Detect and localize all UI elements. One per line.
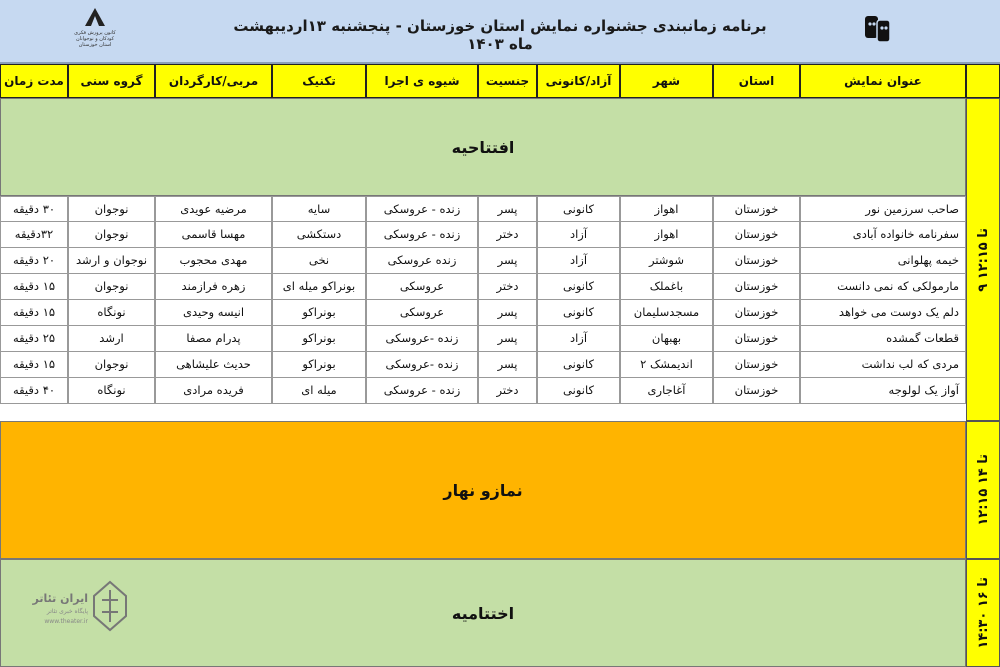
title-bar <box>0 0 1000 64</box>
cell-director: مرضیه عویدی <box>155 196 272 222</box>
cell-age-group: نوجوان <box>68 196 155 222</box>
cell-method: زنده - عروسکی <box>366 222 478 248</box>
iran-theater-watermark <box>28 580 138 640</box>
col-header-age-group: گروه سنی <box>68 64 155 98</box>
cell-gender: پسر <box>478 326 537 352</box>
cell-age-group: نوجوان <box>68 352 155 378</box>
kanoon-logo <box>70 6 120 56</box>
cell-director: مهدی محجوب <box>155 248 272 274</box>
cell-method: زنده عروسکی <box>366 248 478 274</box>
cell-duration: ۱۵ دقیقه <box>0 300 68 326</box>
table-row <box>0 222 966 248</box>
cell-duration: ۲۵ دقیقه <box>0 326 68 352</box>
cell-title: خیمه پهلوانی <box>800 248 966 274</box>
column-header-row <box>0 64 1000 98</box>
cell-method: زنده -عروسکی <box>366 326 478 352</box>
cell-duration: ۳۰ دقیقه <box>0 196 68 222</box>
cell-title: آواز یک لولوجه <box>800 378 966 404</box>
cell-method: عروسکی <box>366 300 478 326</box>
time-slot-morning <box>966 98 1000 421</box>
cell-technique: دستکشی <box>272 222 366 248</box>
table-row <box>0 352 966 378</box>
cell-age-group: نوجوان و ارشد <box>68 248 155 274</box>
cell-duration: ۳۲دقیقه <box>0 222 68 248</box>
cell-gender: پسر <box>478 352 537 378</box>
cell-technique: نخی <box>272 248 366 274</box>
table-row <box>0 326 966 352</box>
col-header-duration: مدت زمان <box>0 64 68 98</box>
col-header-title: عنوان نمایش <box>800 64 966 98</box>
cell-type: کانونی <box>537 300 620 326</box>
cell-city: آغاجاری <box>620 378 713 404</box>
col-header-time <box>966 64 1000 98</box>
cell-type: آزاد <box>537 248 620 274</box>
cell-gender: پسر <box>478 248 537 274</box>
kanoon-logo-text: کانون پرورش فکری کودکان و نوجوانان استان خوزستان <box>74 30 116 48</box>
col-header-method: شیوه ی اجرا <box>366 64 478 98</box>
cell-age-group: ارشد <box>68 326 155 352</box>
cell-title: صاحب سرزمین نور <box>800 196 966 222</box>
cell-province: خوزستان <box>713 300 800 326</box>
table-row <box>0 274 966 300</box>
time-slot-morning-label: ۹ تا ۱۲:۱۵ <box>975 227 991 292</box>
cell-director: انیسه وحیدی <box>155 300 272 326</box>
cell-province: خوزستان <box>713 352 800 378</box>
col-header-city: شهر <box>620 64 713 98</box>
time-slot-closing <box>966 559 1000 667</box>
closing-session <box>0 559 966 667</box>
cell-method: زنده - عروسکی <box>366 378 478 404</box>
col-header-director: مربی/کارگردان <box>155 64 272 98</box>
cell-director: فریده مرادی <box>155 378 272 404</box>
lunch-session <box>0 421 966 559</box>
cell-age-group: نونگاه <box>68 378 155 404</box>
cell-age-group: نونگاه <box>68 300 155 326</box>
cell-province: خوزستان <box>713 222 800 248</box>
cell-technique: میله ای <box>272 378 366 404</box>
cell-type: کانونی <box>537 352 620 378</box>
cell-province: خوزستان <box>713 274 800 300</box>
cell-duration: ۲۰ دقیقه <box>0 248 68 274</box>
cell-method: زنده -عروسکی <box>366 352 478 378</box>
cell-age-group: نوجوان <box>68 274 155 300</box>
cell-title: مردی که لب نداشت <box>800 352 966 378</box>
cell-technique: بونراکو <box>272 326 366 352</box>
opening-label: افتتاحیه <box>451 137 515 157</box>
cell-city: اهواز <box>620 222 713 248</box>
cell-director: مهسا قاسمی <box>155 222 272 248</box>
watermark-subtitle: پایگاه خبری تئاتر <box>46 608 88 615</box>
cell-title: مارمولکی که نمی دانست <box>800 274 966 300</box>
cell-province: خوزستان <box>713 248 800 274</box>
time-slot-closing-label: ۱۴:۳۰ تا ۱۶ <box>975 577 991 649</box>
cell-director: پدرام مصفا <box>155 326 272 352</box>
lunch-label: نمازو نهار <box>443 480 523 500</box>
cell-duration: ۱۵ دقیقه <box>0 352 68 378</box>
cell-province: خوزستان <box>713 378 800 404</box>
cell-gender: پسر <box>478 196 537 222</box>
cell-gender: دختر <box>478 274 537 300</box>
cell-type: آزاد <box>537 222 620 248</box>
cell-province: خوزستان <box>713 326 800 352</box>
cell-method: عروسکی <box>366 274 478 300</box>
col-header-type: آزاد/کانونی <box>537 64 620 98</box>
cell-type: کانونی <box>537 196 620 222</box>
table-row <box>0 196 966 222</box>
cell-city: مسجدسلیمان <box>620 300 713 326</box>
cell-type: کانونی <box>537 274 620 300</box>
table-row <box>0 378 966 404</box>
cell-duration: ۴۰ دقیقه <box>0 378 68 404</box>
cell-gender: دختر <box>478 222 537 248</box>
cell-technique: بونراکو <box>272 352 366 378</box>
cell-gender: دختر <box>478 378 537 404</box>
cell-title: قطعات گمشده <box>800 326 966 352</box>
watermark-name: ایران تئاتر <box>32 592 88 605</box>
cell-method: زنده - عروسکی <box>366 196 478 222</box>
time-slot-lunch-label: ۱۲:۱۵ تا ۱۴ <box>975 454 991 526</box>
col-header-province: استان <box>713 64 800 98</box>
cell-duration: ۱۵ دقیقه <box>0 274 68 300</box>
cell-city: باغملک <box>620 274 713 300</box>
iran-theater-logo-icon <box>90 580 130 632</box>
cell-type: کانونی <box>537 378 620 404</box>
page-title: برنامه زمانبندی جشنواره نمایش استان خوزستان - پنجشنبه ۱۳اردیبهشت ماه ۱۴۰۳ <box>233 17 767 53</box>
cell-city: شوشتر <box>620 248 713 274</box>
cell-director: زهره فرازمند <box>155 274 272 300</box>
cell-city: اهواز <box>620 196 713 222</box>
cell-technique: بونراکو <box>272 300 366 326</box>
watermark-url: www.theater.ir <box>44 618 88 625</box>
cell-title: دلم یک دوست می خواهد <box>800 300 966 326</box>
cell-type: آزاد <box>537 326 620 352</box>
table-row <box>0 248 966 274</box>
cell-city: بهبهان <box>620 326 713 352</box>
cell-age-group: نوجوان <box>68 222 155 248</box>
table-row <box>0 300 966 326</box>
cell-technique: سایه <box>272 196 366 222</box>
closing-label: اختتامیه <box>451 603 515 623</box>
theater-mask-icon <box>862 12 896 46</box>
cell-gender: پسر <box>478 300 537 326</box>
time-slot-lunch <box>966 421 1000 559</box>
cell-province: خوزستان <box>713 196 800 222</box>
col-header-gender: جنسیت <box>478 64 537 98</box>
cell-title: سفرنامه خانواده آبادی <box>800 222 966 248</box>
opening-session <box>0 98 966 196</box>
cell-director: حدیث علیشاهی <box>155 352 272 378</box>
cell-technique: بونراکو میله ای <box>272 274 366 300</box>
col-header-technique: تکنیک <box>272 64 366 98</box>
cell-city: اندیمشک ۲ <box>620 352 713 378</box>
